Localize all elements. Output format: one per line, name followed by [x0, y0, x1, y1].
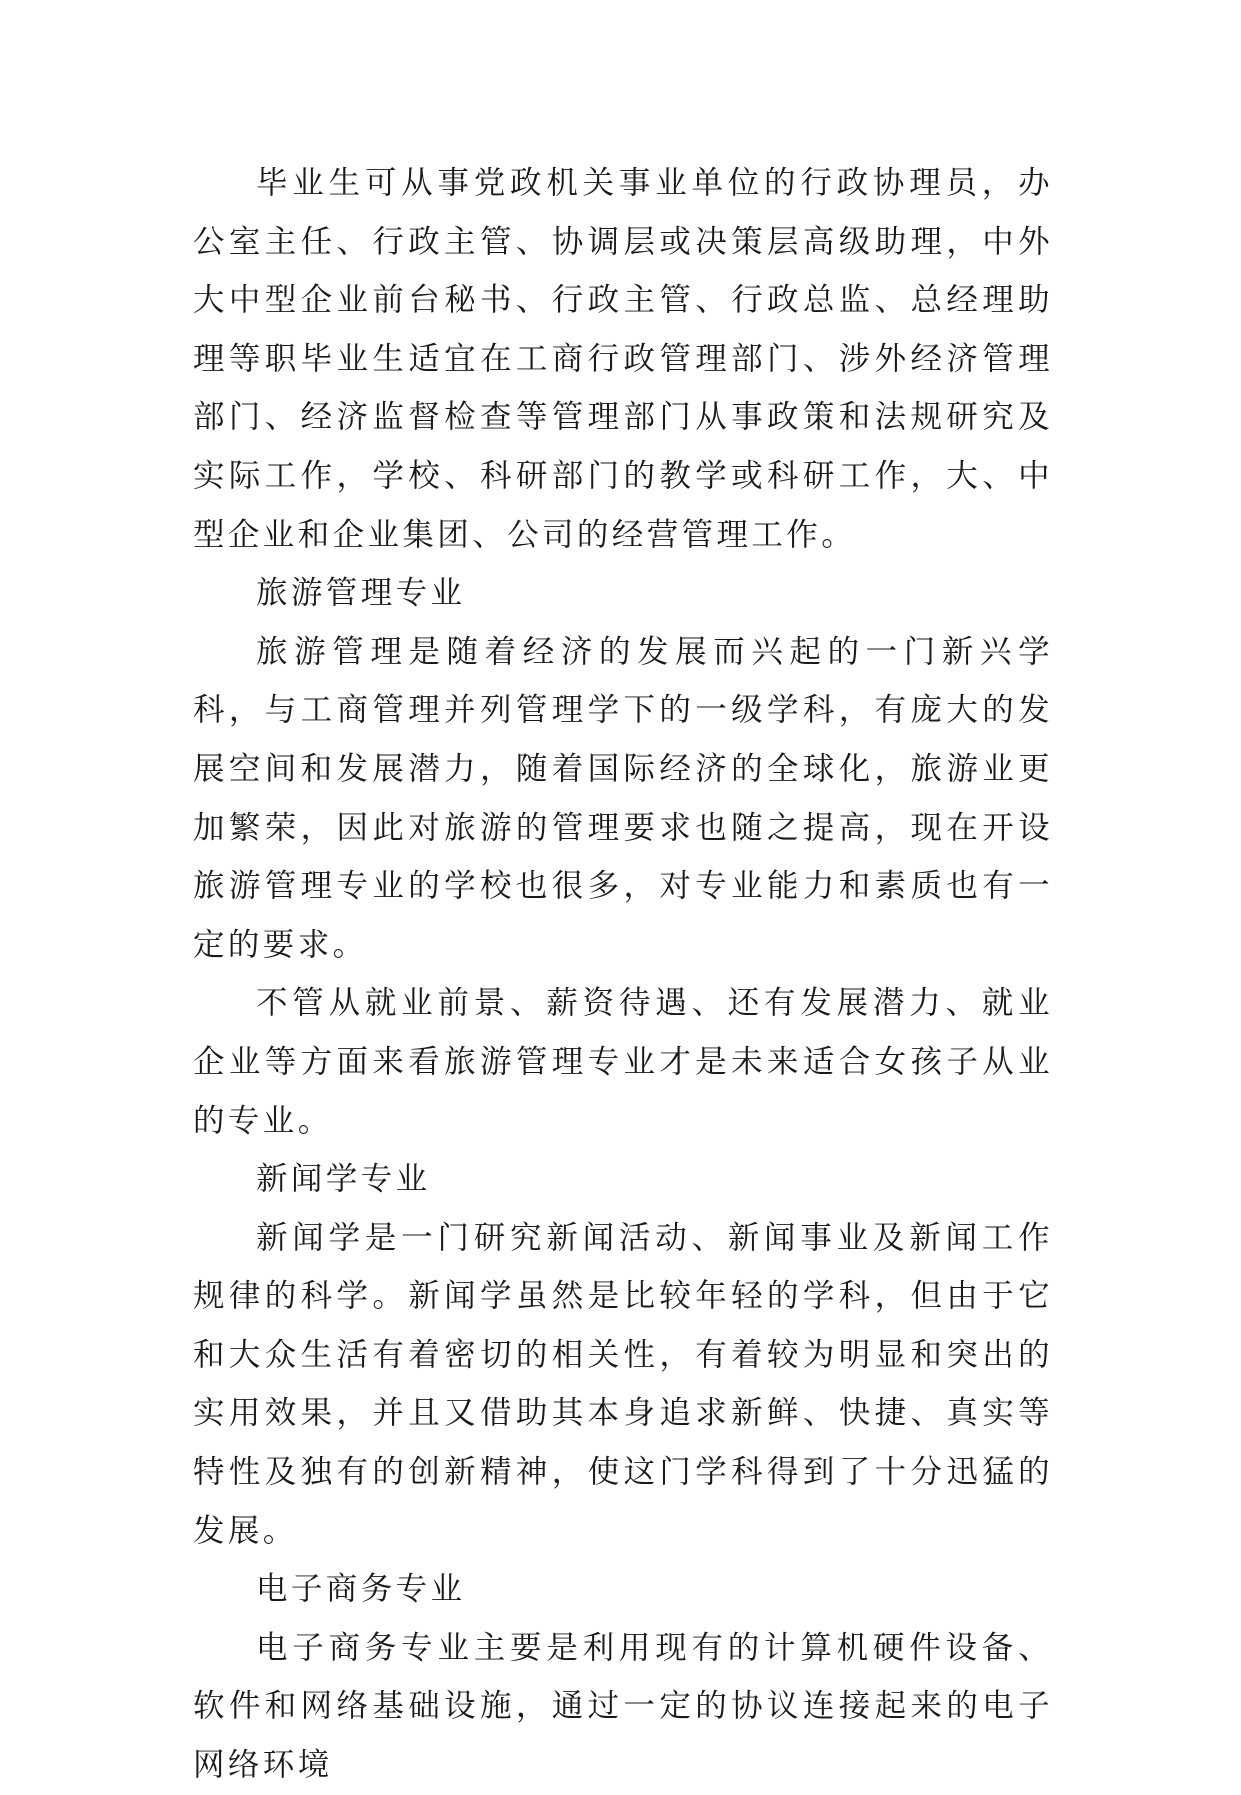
paragraph-graduate-careers: 毕业生可从事党政机关事业单位的行政协理员，办公室主任、行政主管、协调层或决策层高级助理，中外大中型企业前台秘书、行政主管、行政总监、总经理助理等职毕业生适宜在工商行政管理部门、涉外经济管理部门、经济监督检查等管理部门从事政策和法规研究及实际工作，学校、科研部门的教学或科研工作，大、中型企业和企业集团、公司的经营管理工作。 [193, 165, 1053, 553]
paragraph-tourism-intro: 旅游管理是随着经济的发展而兴起的一门新兴学科，与工商管理并列管理学下的一级学科，有庞大的发展空间和发展潜力，随着国际经济的全球化，旅游业更加繁荣，因此对旅游的管理要求也随之提高，现在开设旅游管理专业的学校也很多，对专业能力和素质也有一定的要求。 [193, 633, 1053, 963]
paragraph-journalism-intro: 新闻学是一门研究新闻活动、新闻事业及新闻工作规律的科学。新闻学虽然是比较年轻的学科，但由于它和大众生活有着密切的相关性，有着较为明显和突出的实用效果，并且又借助其本身追求新鲜、快捷、真实等特性及独有的创新精神，使这门学科得到了十分迅猛的发展。 [193, 1219, 1053, 1549]
heading-tourism-management: 旅游管理专业 [256, 575, 466, 612]
paragraph-tourism-prospects: 不管从就业前景、薪资待遇、还有发展潜力、就业企业等方面来看旅游管理专业才是未来适合女孩子从业的专业。 [193, 985, 1053, 1139]
heading-journalism: 新闻学专业 [256, 1161, 431, 1198]
heading-e-commerce: 电子商务专业 [256, 1571, 466, 1608]
document-body [193, 154, 1053, 1795]
paragraph-e-commerce-intro: 电子商务专业主要是利用现有的计算机硬件设备、软件和网络基础设施，通过一定的协议连接起来的电子网络环境 [193, 1629, 1053, 1784]
